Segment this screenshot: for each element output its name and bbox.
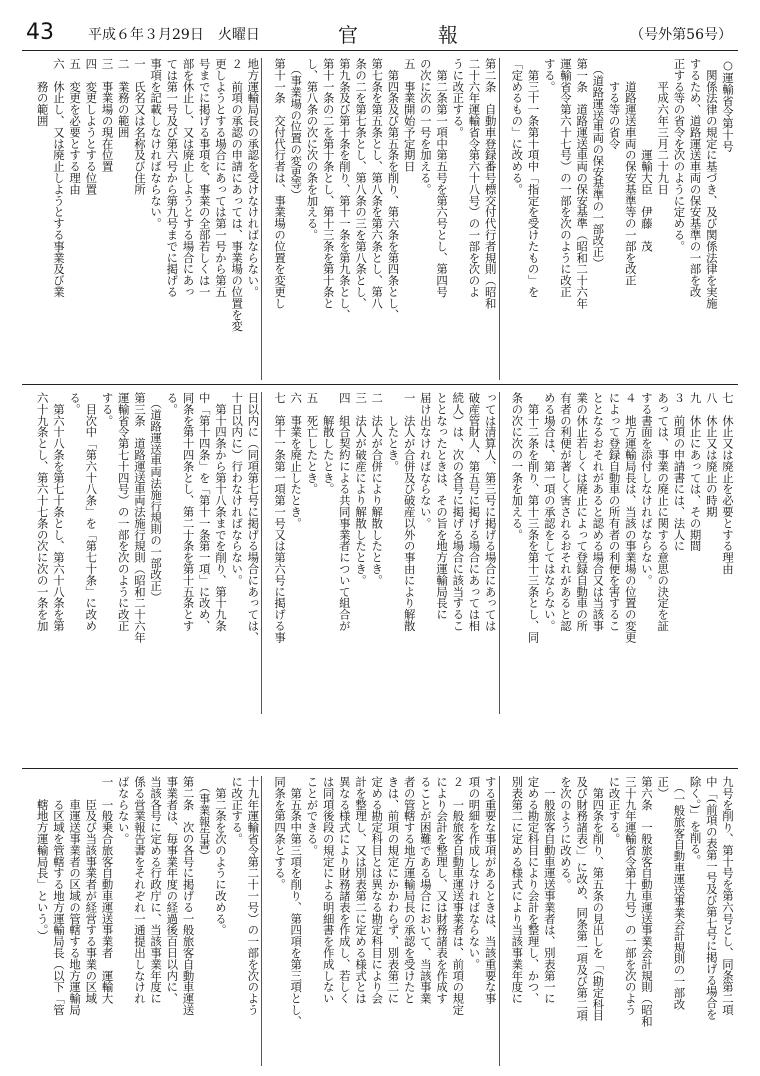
text-line: を次のように改める。	[558, 776, 573, 890]
text-line: うに改正する。	[451, 58, 466, 138]
text-line: 更しようとする場合にあっては第一号から第五	[213, 58, 228, 298]
text-line: 目次中「第六十八条」を「第七十条」に改め	[84, 392, 99, 632]
text-line: 第二条 次の各号に掲げる一般旅客自動車運送	[181, 776, 196, 1016]
text-line: める場合は、第一項の承認をしてはならない。	[542, 392, 557, 632]
column-separator	[261, 58, 262, 380]
text-line: 運輸大臣 伊藤 茂	[639, 58, 654, 252]
text-line: 別表第二に定める様式により当該事業年度に	[510, 776, 525, 1004]
text-line: 事項を記載しなければならない。	[149, 58, 164, 229]
text-line: 第六条 一般旅客自動車運送事業会計規則（昭和	[639, 776, 654, 1027]
text-line: する重要な事項があるときは、当該重要な事	[483, 776, 498, 1004]
text-line: 第四条及び第五条を削り、第六条を第四条とし、	[386, 58, 401, 321]
text-line: したとき。	[386, 392, 401, 472]
text-line: ととなるおそれがあると認める場合又は当該事	[591, 392, 606, 632]
text-line: 関係法律の規定に基づき、及び関係法律を実施	[704, 58, 719, 309]
text-line: 運輸省令第七十四号）の一部を次のように改正	[116, 392, 131, 632]
text-line: っては清算人、第三号に掲げる場合にあっては	[483, 392, 498, 632]
header-rule	[22, 50, 738, 51]
column-separator	[499, 776, 500, 1066]
text-line: 地方運輸局長の承認を受けなければならない。	[246, 58, 261, 298]
text-column	[507, 776, 736, 1066]
issue-date: 平成６年３月29日 火曜日	[88, 27, 260, 43]
text-line: 続人）は、次の各号に掲げる場合に該当するこ	[451, 392, 466, 632]
text-column	[507, 58, 736, 380]
text-line: 業の休止若しくは廃止によって登録自動車の所	[575, 392, 590, 632]
text-line: 第九条及び第十条を削り、第十一条を第九条とし、	[337, 58, 352, 321]
text-line: する等の省令	[607, 58, 622, 150]
text-line: 条の二を第七条とし、第八条の三を第八条とし、	[354, 58, 369, 309]
text-line: ることが困難である場合において、当該事業	[418, 776, 433, 1004]
text-line: 正）	[656, 776, 671, 799]
text-line	[507, 58, 508, 292]
text-line: 項の明細を作成しなければならない。	[467, 776, 482, 970]
text-line: （道路運送車両法施行規則の一部改正）	[149, 392, 164, 603]
text-line: の次に次の一号を加える。	[418, 58, 433, 195]
page-number: 43	[26, 20, 54, 45]
text-line: 第七条を第五条とし、第八条を第六条とし、第八	[370, 58, 385, 309]
text-line: 者の管轄する地方運輸局長の承認を受けたと	[402, 776, 417, 1004]
text-line: 四 組合契約による共同事業者について組合が	[337, 392, 352, 632]
text-line: 第六十八条を第七十条とし、第六十八条を第	[51, 392, 66, 632]
text-line: 同条を第十四条とし、第二十条を第十五条とす	[181, 392, 196, 632]
column-separator	[261, 392, 262, 714]
text-line: 一 法人が合併及び破産以外の事由により解散	[402, 392, 417, 632]
text-line: 三十九年運輸省令第十九号）の一部を次のよう	[623, 776, 638, 1016]
band-divider-2	[22, 768, 738, 769]
text-line: する。	[542, 58, 557, 93]
gazette-title: 官 報	[338, 23, 488, 47]
text-line: 六 事業を廃止したとき。	[289, 392, 304, 529]
text-line: する書面を添付しなければならない。	[639, 392, 654, 586]
text-column	[269, 58, 498, 380]
text-line: きは、前項の規定にかかわらず、別表第二に	[386, 776, 401, 1004]
text-line: に改正する。	[607, 776, 622, 845]
text-band-top	[24, 58, 736, 380]
text-line: ことができる。	[305, 776, 320, 856]
text-line: ばならない。	[116, 776, 131, 845]
column-separator	[261, 776, 262, 1066]
text-line: 正する等の省令を次のように定める。	[672, 58, 687, 252]
text-line: （事業報告書）	[197, 776, 212, 862]
text-line: 六 休止し、又は廃止しようとする事業及び業	[51, 58, 66, 298]
text-line: 計を整理し、又は別表第二に定める様式とは	[354, 776, 369, 1004]
text-line: 届け出なければならない。	[418, 392, 433, 529]
text-line: 五 変更を必要とする理由	[68, 58, 83, 195]
text-line: 九 休止にあっては、その期間	[688, 392, 703, 552]
column-separator	[499, 392, 500, 714]
text-line: 及び財務諸表）」に改め、同条第一項及び第二項	[575, 776, 590, 1022]
text-line: 第十一条 交付代行者は、事業場の位置を変更し	[273, 58, 288, 309]
text-line: ○運輸省令第十号	[721, 58, 735, 152]
text-line: 定める勘定科目により会計を整理し、かつ、	[526, 776, 541, 1004]
text-line: 中「(前項の表第一号及び第七号に掲げる場合を	[704, 776, 719, 1020]
text-line: 第三十一条第十項中「指定を受けたもの」を	[526, 58, 541, 298]
text-line: 条の次に次の一条を加える。	[510, 392, 525, 541]
text-line: （道路運送車両の保安基準の一部改正）	[591, 58, 606, 269]
text-line	[32, 392, 33, 426]
text-line: によって登録自動車の所有者の利便を害するこ	[607, 392, 622, 632]
text-line: 中「第十四条」を「第十一条第一項」に改め、	[197, 392, 212, 632]
text-line: 異なる様式により財務諸表を作成し、若しく	[337, 776, 352, 1004]
text-line: 号までに掲げる事項を、事業の全部若しくは一	[197, 58, 212, 298]
text-line: 五 死亡したとき。	[305, 392, 320, 495]
text-line: ４ 地方運輸局長は、当該の事業場の位置の変更	[623, 392, 638, 643]
text-line: 「定めるもの」に改める。	[510, 58, 525, 195]
text-line: 係る営業報告書をそれぞれ一通提出しなけれ	[132, 776, 147, 1004]
text-line: 五 事業開始予定期日	[402, 58, 417, 172]
text-column	[32, 776, 261, 1066]
text-band-bottom	[24, 776, 736, 1066]
text-column	[32, 58, 261, 380]
text-line: 二十六年運輸省令第六十八号）の一部を次のよ	[467, 58, 482, 298]
text-line: 事業者は、毎事業年度の経過後百日以内に、	[165, 776, 180, 1004]
text-column	[507, 392, 736, 714]
text-line: 第一条 道路運送車両の保安基準（昭和二十六年	[575, 58, 590, 309]
text-line	[269, 392, 270, 574]
text-line: 六十九条とし、第六十七条の次に次の一条を加	[35, 392, 50, 632]
text-line: 平成六年三月二十九日	[656, 58, 671, 195]
band-divider-1	[22, 384, 738, 385]
text-line: 七 第十一条第一項第一号又は第六号に掲げる事	[273, 392, 288, 643]
text-line	[269, 58, 270, 297]
text-line	[507, 392, 508, 443]
text-column	[269, 392, 498, 714]
text-line: 第十四条から第十八条までを削り、第十九条	[213, 392, 228, 632]
text-line: 一般旅客自動車運送事業者は、別表第一に	[542, 776, 557, 1004]
text-line: に改正する。	[230, 776, 245, 845]
text-line: ては第一号及び第六号から第九号までに掲げる	[165, 58, 180, 298]
text-line: 道路運送車両の保安基準等の一部を改正	[623, 58, 638, 286]
text-line: 七 休止又は廃止を必要とする理由	[721, 392, 735, 575]
text-line: 二 法人が合併により解散したとき。	[370, 392, 385, 586]
text-line: 破産管財人、第五号に掲げる場合にあっては相	[467, 392, 482, 632]
text-band-middle	[24, 392, 736, 714]
text-line: は同項後段の規定による明細書を作成しない	[321, 776, 336, 1004]
text-line: 一 一般乗合旅客自動車運送事業者 運輸大	[100, 776, 115, 1004]
text-line: 定める勘定科目とは異なる勘定科目により会	[370, 776, 385, 1004]
issue-number: （号外第56号）	[630, 27, 732, 43]
text-line: 第二条第一項中第五号を第六号とし、第四号	[435, 58, 450, 298]
text-line: 三 法人が破産により解散したとき。	[354, 392, 369, 586]
text-line: により会計を整理し、又は財務諸表を作成す	[435, 776, 450, 1004]
text-line: 当該各号に定める行政庁に、当該事業年度に	[149, 776, 164, 1004]
text-line: あっては、事業の廃止に関する意思の決定を証	[656, 392, 671, 632]
text-line: 同条を第四条とする。	[273, 776, 288, 890]
text-line: 車運送事業者の区域の管轄する地方運輸局	[68, 776, 83, 1016]
text-line: 有者の利便が著しく害されるおそれがあると認	[558, 392, 573, 632]
text-line: 第五条中第三項を削り、第四項を第三項とし、	[289, 776, 304, 1027]
text-line: し、第八条の次に次の条を加える。	[305, 58, 320, 241]
text-line: ２ 前項の承認の申請にあっては、事業場の位置を変	[230, 58, 245, 332]
text-line: る区域を管轄する地方運輸局長（以下「管	[51, 776, 66, 1016]
gazette-header	[0, 0, 760, 56]
text-line: 日以内に（同項第七号に掲げる場合にあっては、	[246, 392, 261, 643]
text-line: る。	[68, 392, 83, 415]
text-line: （事業場の位置の変更等）	[289, 58, 304, 201]
text-line: ３ 前項の申請書には、法人に	[672, 392, 687, 552]
text-line: 一 氏名又は名称及び住所	[132, 58, 147, 195]
text-line: 第十一条の二を第十条とし、第十三条を第十条と	[321, 58, 336, 309]
text-column	[32, 392, 261, 714]
column-separator	[499, 58, 500, 380]
text-line: 第二条を次のように改める。	[213, 776, 228, 936]
text-line: 臣及び当該事業者が経営する事業の区域	[84, 776, 99, 1004]
text-line: （一般旅客自動車運送事業会計規則の一部改	[672, 776, 687, 1010]
text-line: る。	[165, 392, 180, 415]
text-line: 四 変更しようとする位置	[84, 58, 99, 195]
text-line: 第四条を削り、第五条の見出しを「（勘定科目	[591, 776, 606, 1022]
text-line: 九号を削り、第十号を第六号とし、同条第二項	[721, 776, 735, 1016]
text-line: 部を休止し、又は廃止しようとする場合にあっ	[181, 58, 196, 298]
text-line: 運輸省令第六十七号）の一部を次のように改正	[558, 58, 573, 298]
text-line	[507, 776, 508, 1027]
text-line: 第二条 自動車登録番号標交付代行者規則（昭和	[483, 58, 498, 309]
text-line: 八 休止又は廃止の時期	[704, 392, 719, 518]
text-line: 三 事業場の現在位置	[100, 58, 115, 172]
text-line	[269, 776, 270, 1021]
text-line: 除く。)」を削る。	[688, 776, 703, 866]
text-line: 十日以内に）行わなければならない。	[230, 392, 245, 586]
text-line: 十九年運輸省令第二十一号）の一部を次のよう	[246, 776, 261, 1016]
text-line: 解散したとき。	[321, 392, 336, 495]
text-line: する。	[100, 392, 115, 427]
text-line: 二 業務の範囲	[116, 58, 131, 138]
text-line: ２ 一般旅客自動車運送事業者は、前項の規定	[451, 776, 466, 1016]
text-column	[269, 776, 498, 1066]
text-line: ととなったときは、その旨を地方運輸局長に	[435, 392, 450, 620]
text-line: 轄地方運輸局長」という。）	[35, 776, 50, 942]
text-line: 第三条 道路運送車両法施行規則（昭和二十六年	[132, 392, 147, 643]
text-line: 第十二条を削り、第十三条を第十三条とし、同	[526, 392, 541, 643]
text-line: 務の範囲	[35, 58, 50, 127]
text-line: するため、道路運送車両の保安基準の一部を改	[688, 58, 703, 298]
